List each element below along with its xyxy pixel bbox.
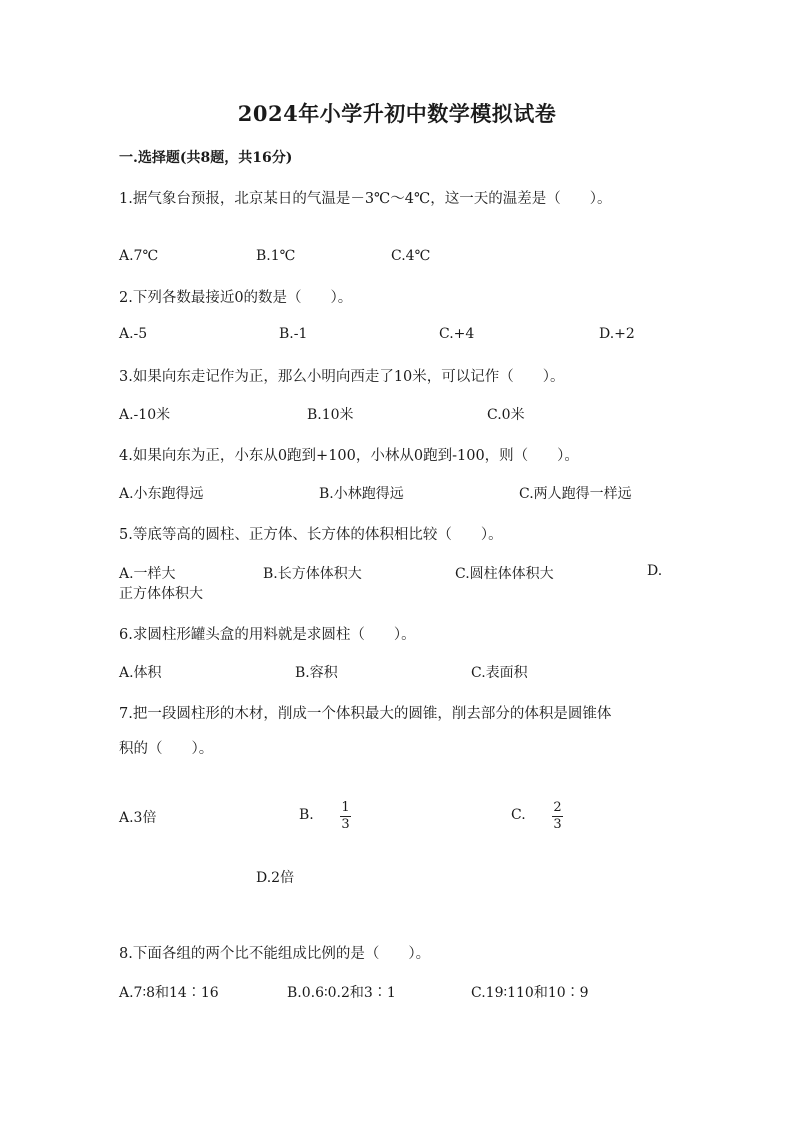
q4-option-c: C.两人跑得一样远 <box>519 486 632 502</box>
q8-option-b: B.0.6∶0.2和3∶1 <box>287 985 396 1001</box>
q7-option-a: A.3倍 <box>119 810 157 826</box>
q5-option-b: B.长方体体积大 <box>263 566 362 582</box>
q5-option-d: D. <box>647 563 663 579</box>
fraction-numerator: 2 <box>553 800 562 815</box>
q3-option-c: C.0米 <box>487 407 525 423</box>
q8-option-a: A.7∶8和14∶16 <box>119 985 219 1001</box>
q5-option-d-text: 正方体体积大 <box>119 586 203 602</box>
question-8-stem: 8.下面各组的两个比不能组成比例的是（ ）。 <box>119 946 431 962</box>
q4-option-b: B.小林跑得远 <box>319 486 404 502</box>
q7-option-c-fraction <box>552 801 563 832</box>
question-2-stem: 2.下列各数最接近0的数是（ ）。 <box>119 290 353 306</box>
q6-option-b: B.容积 <box>295 665 338 681</box>
q7-option-d: D.2倍 <box>256 870 295 886</box>
fraction-denominator: 3 <box>341 817 350 832</box>
q2-option-b: B.-1 <box>279 326 308 342</box>
fraction-denominator: 3 <box>553 817 562 832</box>
q3-option-a: A.-10米 <box>119 407 171 423</box>
q6-option-a: A.体积 <box>119 665 162 681</box>
q7-option-b: B. <box>299 807 314 823</box>
q2-option-d: D.+2 <box>599 326 635 342</box>
q2-option-a: A.-5 <box>119 326 148 342</box>
q1-option-b: B.1℃ <box>256 248 296 264</box>
question-4-stem: 4.如果向东为正，小东从0跑到+100，小林从0跑到-100，则（ ）。 <box>119 448 579 464</box>
q8-option-c: C.19∶110和10∶9 <box>471 985 589 1001</box>
section-heading: 一.选择题(共8题，共16分) <box>119 150 293 166</box>
question-3-stem: 3.如果向东走记作为正，那么小明向西走了10米，可以记作（ ）。 <box>119 369 565 385</box>
fraction-numerator: 1 <box>341 800 350 815</box>
question-5-stem: 5.等底等高的圆柱、正方体、长方体的体积相比较（ ）。 <box>119 527 503 543</box>
q5-option-a: A.一样大 <box>119 566 176 582</box>
q1-option-a: A.7℃ <box>119 248 159 264</box>
q7-option-b-fraction <box>340 801 351 832</box>
q7-option-c: C. <box>511 807 526 823</box>
question-7-stem-line1: 7.把一段圆柱形的木材，削成一个体积最大的圆锥，削去部分的体积是圆锥体 <box>119 706 612 722</box>
q2-option-c: C.+4 <box>439 326 475 342</box>
q5-option-c: C.圆柱体体积大 <box>455 566 554 582</box>
question-1-stem: 1.据气象台预报，北京某日的气温是－3℃～4℃，这一天的温差是（ ）。 <box>119 191 612 207</box>
question-7-stem-line2: 积的（ ）。 <box>119 741 214 757</box>
question-6-stem: 6.求圆柱形罐头盒的用料就是求圆柱（ ）。 <box>119 627 416 643</box>
q6-option-c: C.表面积 <box>471 665 528 681</box>
q4-option-a: A.小东跑得远 <box>119 486 204 502</box>
q1-option-c: C.4℃ <box>391 248 431 264</box>
q3-option-b: B.10米 <box>307 407 354 423</box>
page-title: 2024年小学升初中数学模拟试卷 <box>237 101 557 126</box>
